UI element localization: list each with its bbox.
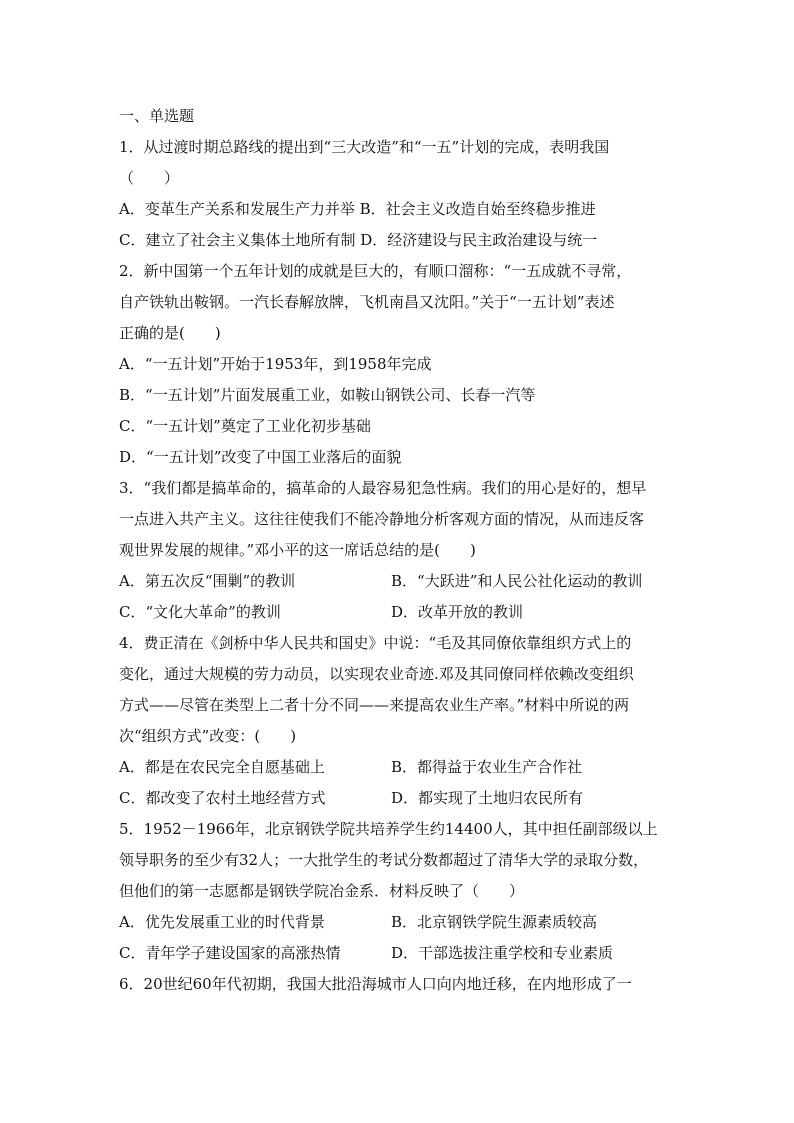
question-stem-line: 3．“我们都是搞革命的，搞革命的人最容易犯急性病。我们的用心是好的，想早 — [119, 479, 647, 497]
options-grid — [119, 752, 679, 814]
question-4 — [119, 628, 679, 814]
option-c[interactable]: C．青年学子建设国家的高涨热情 — [119, 944, 341, 962]
option-a[interactable]: A．都是在农民完全自愿基础上 — [119, 758, 325, 776]
question-stem-line: 观世界发展的规律。”邓小平的这一席话总结的是( ) — [119, 541, 476, 559]
question-stem-line: 正确的是( ) — [119, 324, 221, 342]
option-line[interactable]: A．变革生产关系和发展生产力并举 B．社会主义改造自始至终稳步推进 — [119, 200, 596, 218]
question-stem-line: 1．从过渡时期总路线的提出到“三大改造”和“一五”计划的完成，表明我国 — [119, 138, 610, 156]
question-5 — [119, 814, 679, 969]
option-a[interactable]: A．“一五计划”开始于1953年，到1958年完成 — [119, 355, 432, 373]
question-stem-line: （ ） — [119, 169, 180, 187]
option-b[interactable]: B．都得益于农业生产合作社 — [391, 758, 583, 776]
option-a[interactable]: A．第五次反“围剿”的教训 — [119, 572, 296, 590]
option-b[interactable]: B．“一五计划”片面发展重工业，如鞍山钢铁公司、长春一汽等 — [119, 386, 536, 404]
option-d[interactable]: D．都实现了土地归农民所有 — [391, 789, 584, 807]
question-stem-line: 6．20世纪60年代初期，我国大批沿海城市人口向内地迁移，在内地形成了一 — [119, 975, 632, 993]
question-stem-line: 自产铁轨出鞍钢。一汽长春解放牌，飞机南昌又沈阳。”关于“一五计划”表述 — [119, 293, 615, 311]
question-6 — [119, 969, 679, 1000]
option-d[interactable]: D．改革开放的教训 — [391, 603, 524, 621]
options-grid — [119, 566, 679, 628]
question-3 — [119, 473, 679, 628]
question-stem-line: 方式——尽管在类型上二者十分不同——来提高农业生产率。”材料中所说的两 — [119, 696, 630, 714]
question-2 — [119, 256, 679, 473]
question-1 — [119, 132, 679, 256]
option-c[interactable]: C．“文化大革命”的教训 — [119, 603, 281, 621]
option-b[interactable]: B．北京钢铁学院生源素质较高 — [391, 913, 598, 931]
section-title: 一、单选题 — [119, 107, 195, 125]
option-b[interactable]: B．“大跃进”和人民公社化运动的教训 — [391, 572, 643, 590]
option-d[interactable]: D．“一五计划”改变了中国工业落后的面貌 — [119, 448, 402, 466]
question-stem-line: 变化，通过大规模的劳力动员，以实现农业奇迹.邓及其同僚同样依赖改变组织 — [119, 665, 634, 683]
option-line[interactable]: C．建立了社会主义集体土地所有制 D．经济建设与民主政治建设与统一 — [119, 231, 598, 249]
document-page — [119, 101, 679, 1000]
question-stem-line: 2．新中国第一个五年计划的成就是巨大的，有顺口溜称：“一五成就不寻常， — [119, 262, 632, 280]
question-stem-line: 4．费正清在《剑桥中华人民共和国史》中说：“毛及其同僚依靠组织方式上的 — [119, 634, 632, 652]
option-c[interactable]: C．都改变了农村土地经营方式 — [119, 789, 326, 807]
option-c[interactable]: C．“一五计划”奠定了工业化初步基础 — [119, 417, 371, 435]
question-stem-line: 5．1952－1966年，北京钢铁学院共培养学生约14400人，其中担任副部级以上 — [119, 820, 658, 838]
question-stem-line: 但他们的第一志愿都是钢铁学院冶金系．材料反映了（ ） — [119, 882, 525, 900]
option-d[interactable]: D．干部选拔注重学校和专业素质 — [391, 944, 614, 962]
question-stem-line: 次“组织方式”改变：( ) — [119, 727, 297, 745]
options-grid — [119, 907, 679, 969]
question-stem-line: 一点进入共产主义。这往往使我们不能冷静地分析客观方面的情况，从而违反客 — [119, 510, 645, 528]
option-a[interactable]: A．优先发展重工业的时代背景 — [119, 913, 325, 931]
question-stem-line: 领导职务的至少有32人；一大批学生的考试分数都超过了清华大学的录取分数， — [119, 851, 649, 869]
